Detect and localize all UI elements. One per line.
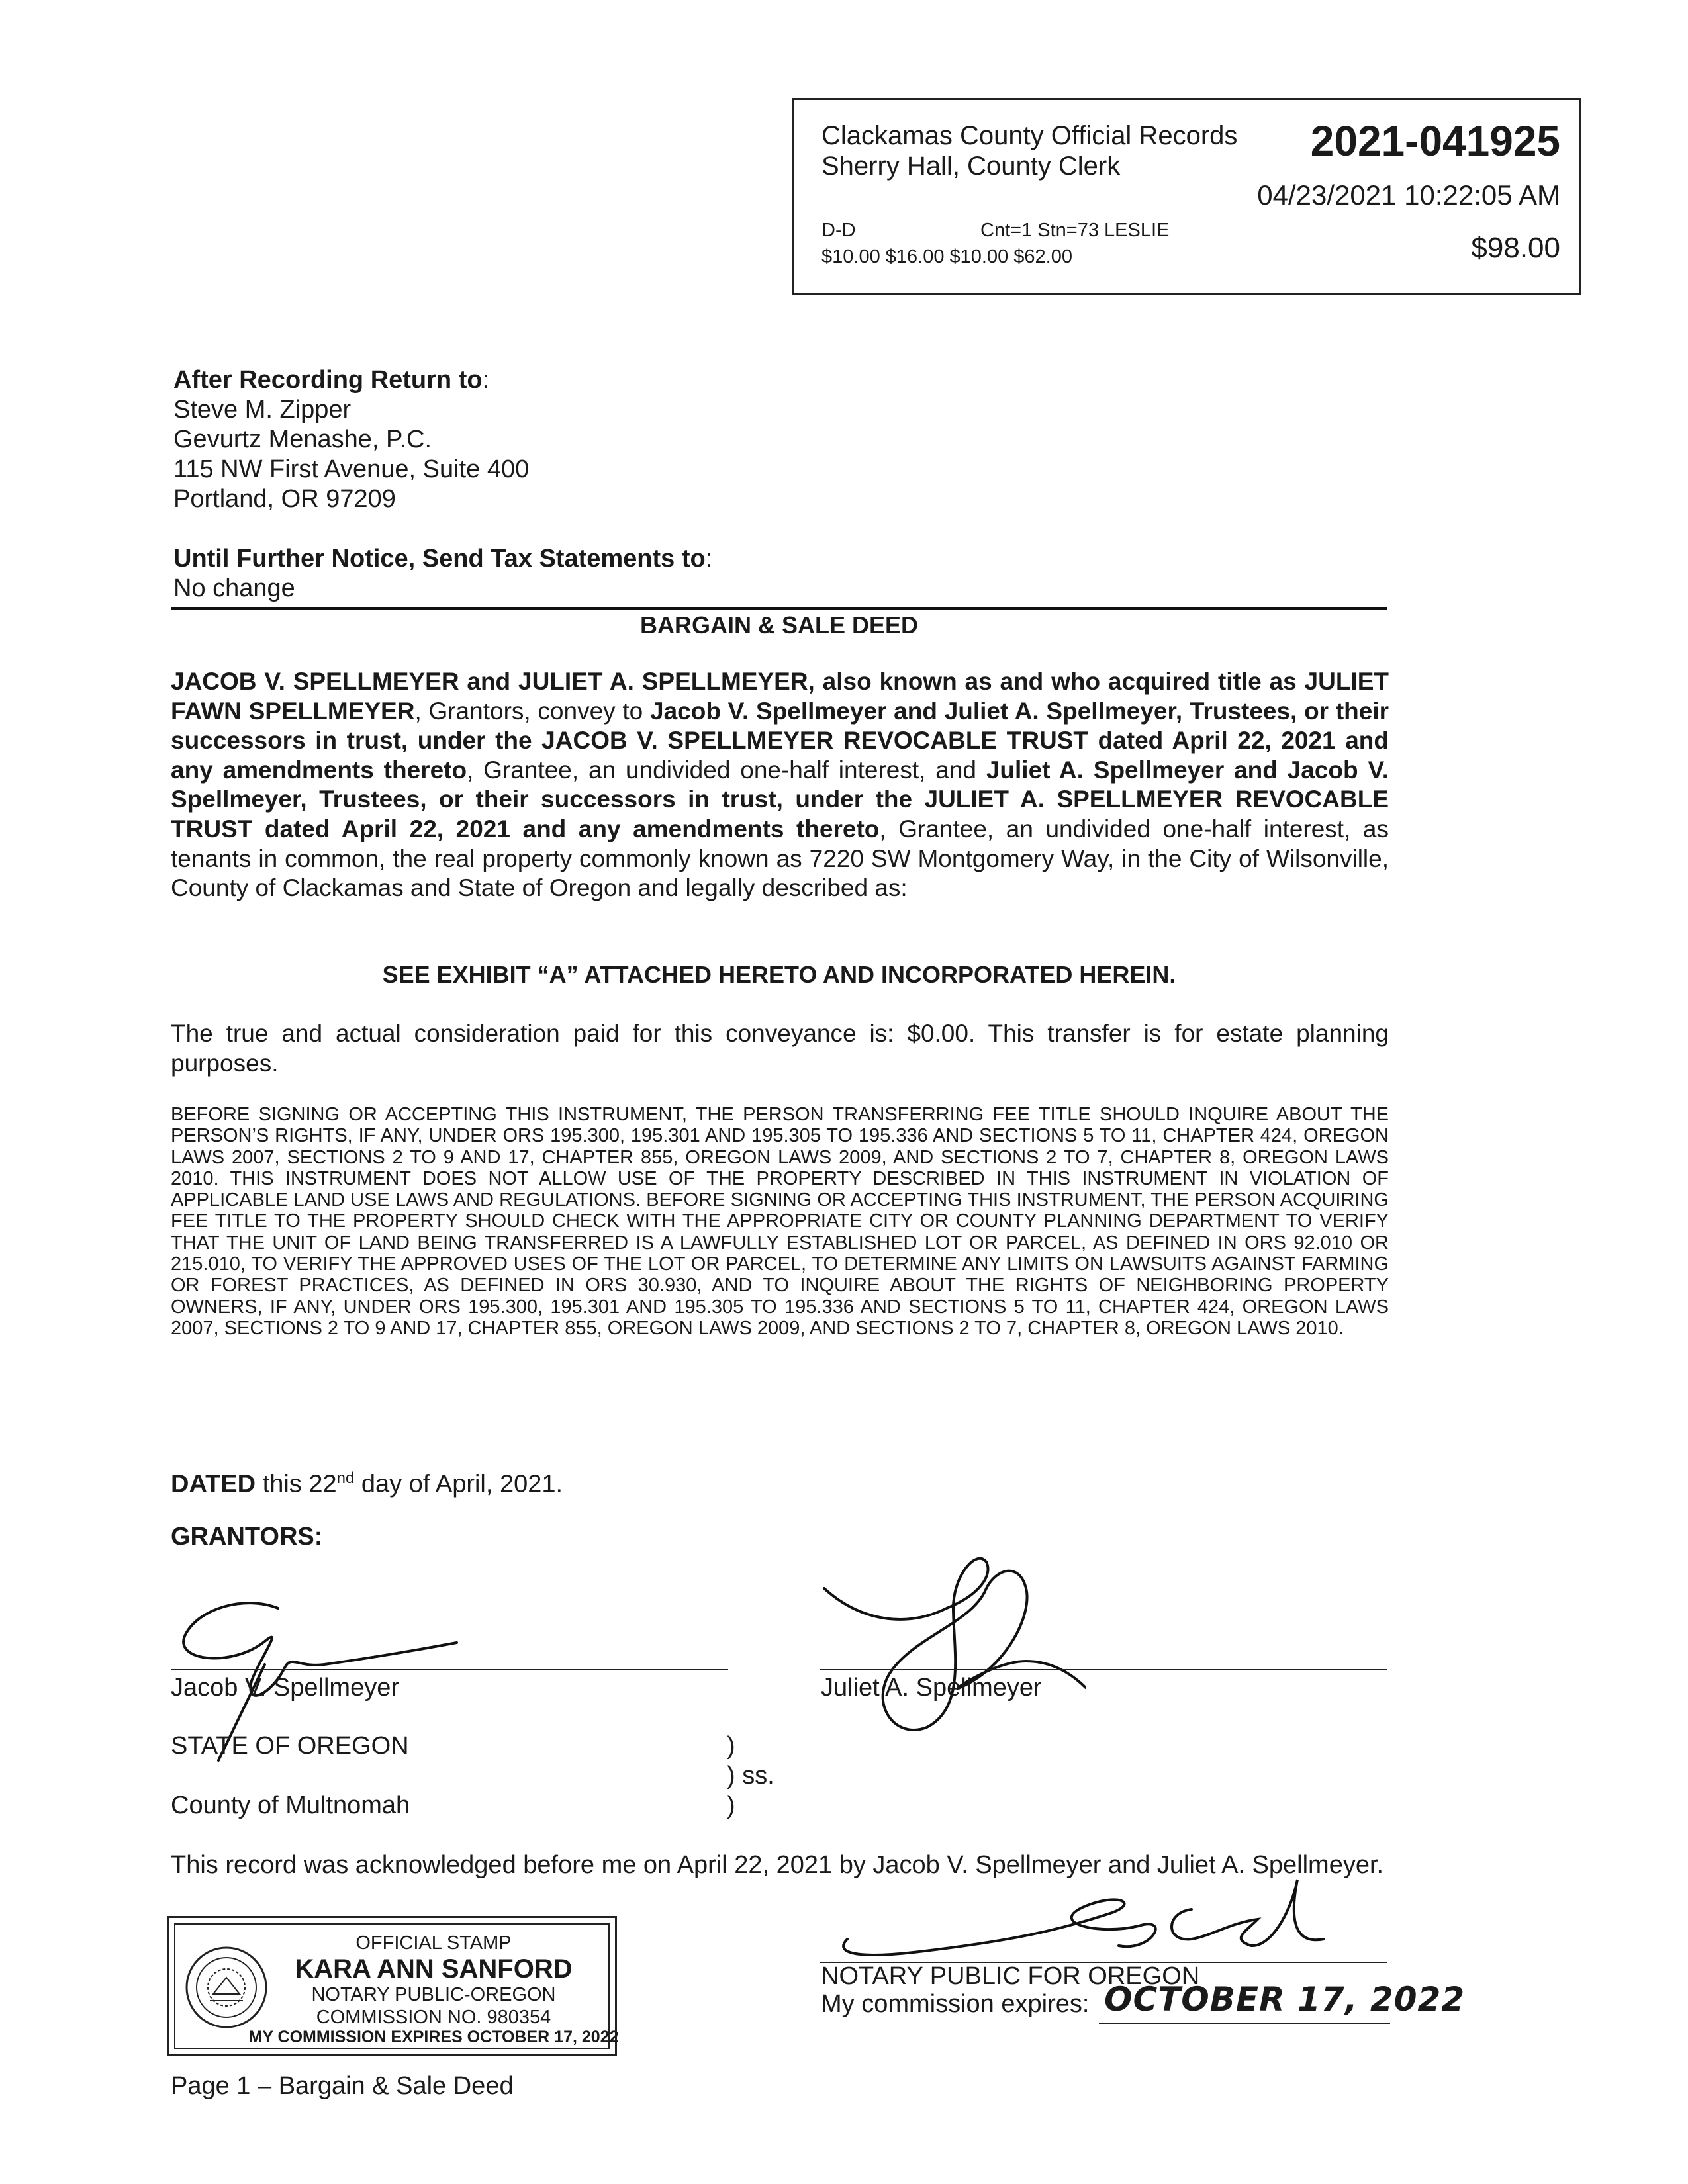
conveyance-segment: Juliet A. Spellmeyer and Jacob V. Spellmeyer, Trustees, or their successors in trust, under the JULIET A. SPELLMEYER REVOCABLE TRUST dated April 22, 2021 and any amendments thereto	[171, 756, 1389, 842]
stamp-expiration: MY COMMISSION EXPIRES OCTOBER 17, 2022	[248, 2028, 619, 2046]
exhibit-reference: SEE EXHIBIT “A” ATTACHED HERETO AND INCORPORATED HEREIN.	[382, 961, 1176, 988]
recording-total: $98.00	[1471, 232, 1560, 264]
notary-expires-label: My commission expires:	[821, 1990, 1090, 2018]
notary-official-stamp	[167, 1916, 617, 2056]
deed-title: BARGAIN & SALE DEED	[639, 612, 919, 639]
grantor1-name: Jacob V. Spellmeyer	[171, 1674, 400, 1702]
conveyance-segment: , Grantors, convey to	[414, 697, 650, 725]
conveyance-segment: JACOB V. SPELLMEYER and JULIET A. SPELLMEYER, also known as and who acquired title as JULIET FAWN SPELLMEYER	[171, 668, 1389, 725]
venue-county: County of Multnomah	[171, 1792, 410, 1819]
notary-title: NOTARY PUBLIC FOR OREGON	[821, 1962, 1200, 1990]
county-clerk: Sherry Hall, County Clerk	[821, 152, 1121, 181]
page-footer: Page 1 – Bargain & Sale Deed	[171, 2072, 514, 2100]
oregon-seal-icon	[183, 1938, 269, 2037]
venue-ss: ) ss.	[727, 1762, 774, 1790]
tax-statements-colon: :	[705, 545, 713, 572]
stamp-notary-title: NOTARY PUBLIC-OREGON	[311, 1984, 556, 2005]
notary-signature	[834, 1873, 1337, 1966]
recording-office: Clackamas County Official Records	[821, 121, 1238, 150]
return-to-line: Portland, OR 97209	[173, 485, 396, 513]
document-number: 2021-041925	[1310, 117, 1560, 165]
conveyance-paragraph	[171, 667, 1389, 903]
grantor2-signature	[821, 1549, 1086, 1747]
return-to-block	[173, 365, 529, 514]
doc-type: D-D	[821, 220, 856, 241]
grantor1-signature-line	[171, 1669, 728, 1670]
conveyance-segment: , Grantee, an undivided one-half interest, as tenants in common, the real property commonly known as 7220 SW Montgomery Way, in the City of Wilsonville, County of Clackamas and State of Oregon and legally described as:	[171, 815, 1389, 902]
stamp-heading: OFFICIAL STAMP	[355, 1933, 512, 1954]
notary-expires-underline	[1099, 2023, 1390, 2024]
recording-box	[792, 98, 1581, 295]
return-to-colon: :	[482, 366, 490, 394]
grantor2-signature-line	[820, 1669, 1387, 1670]
venue-state: STATE OF OREGON	[171, 1732, 409, 1760]
grantor2-name: Juliet A. Spellmeyer	[821, 1674, 1042, 1702]
tax-statements-block	[173, 544, 712, 604]
grantors-label: GRANTORS:	[171, 1523, 323, 1551]
consideration-paragraph: The true and actual consideration paid for this conveyance is: $0.00. This transfer is for estate planning purposes.	[171, 1020, 1389, 1077]
return-to-line: Steve M. Zipper	[173, 396, 352, 424]
recording-datetime: 04/23/2021 10:22:05 AM	[1257, 179, 1560, 210]
statutory-notice: BEFORE SIGNING OR ACCEPTING THIS INSTRUMENT, THE PERSON TRANSFERRING FEE TITLE SHOULD INQUIRE ABOUT THE PERSON’S RIGHTS, IF ANY, UNDER ORS 195.300, 195.301 AND 195.305 TO 195.336 AND SECTIONS 5 TO 11, CHAPTER 424, OREGON LAWS 2007, SECTIONS 2 TO 9 AND 17, CHAPTER 855, OREGON LAWS 2009, AND SECTIONS 2 TO 7, CHAPTER 8, OREGON LAWS 2010. THIS INSTRUMENT DOES NOT ALLOW USE OF THE PROPERTY DESCRIBED IN THIS INSTRUMENT IN VIOLATION OF APPLICABLE LAND USE LAWS AND REGULATIONS. BEFORE SIGNING OR ACCEPTING THIS INSTRUMENT, THE PERSON ACQUIRING FEE TITLE TO THE PROPERTY SHOULD CHECK WITH THE APPROPRIATE CITY OR COUNTY PLANNING DEPARTMENT TO VERIFY THAT THE UNIT OF LAND BEING TRANSFERRED IS A LAWFULLY ESTABLISHED LOT OR PARCEL, AS DEFINED IN ORS 92.010 OR 215.010, TO VERIFY THE APPROVED USES OF THE LOT OR PARCEL, TO DETERMINE ANY LIMITS ON LAWSUITS AGAINST FARMING OR FOREST PRACTICES, AS DEFINED IN ORS 30.930, AND TO INQUIRE ABOUT THE RIGHTS OF NEIGHBORING PROPERTY OWNERS, IF ANY, UNDER ORS 195.300, 195.301 AND 195.305 TO 195.336 AND SECTIONS 5 TO 11, CHAPTER 424, OREGON LAWS 2007, SECTIONS 2 TO 9 AND 17, CHAPTER 855, OREGON LAWS 2009, AND SECTIONS 2 TO 7, CHAPTER 8, OREGON LAWS 2010.	[171, 1104, 1389, 1339]
venue-paren-top: )	[727, 1732, 735, 1760]
return-to-line: Gevurtz Menashe, P.C.	[173, 426, 432, 453]
dated-ordinal: nd	[336, 1469, 355, 1487]
recording-fees: $10.00 $16.00 $10.00 $62.00	[821, 246, 1072, 267]
notary-expires-handwritten: OCTOBER 17, 2022	[1104, 1980, 1466, 2019]
tax-statements-label: Until Further Notice, Send Tax Statements to	[173, 545, 706, 572]
acknowledgment-text: This record was acknowledged before me on April 22, 2021 by Jacob V. Spellmeyer and Juliet A. Spellmeyer.	[171, 1851, 1384, 1879]
dated-text-end: day of April, 2021.	[354, 1470, 563, 1498]
dated-label: DATED	[171, 1470, 256, 1498]
tax-statements-value: No change	[173, 574, 295, 602]
conveyance-segment: , Grantee, an undivided one-half interest, and	[467, 756, 986, 784]
return-to-line: 115 NW First Avenue, Suite 400	[173, 455, 530, 483]
recording-counts: Cnt=1 Stn=73 LESLIE	[980, 220, 1170, 241]
conveyance-segment: Jacob V. Spellmeyer and Juliet A. Spellmeyer, Trustees, or their successors in trust, under the JACOB V. SPELLMEYER REVOCABLE TRUST dated April 22, 2021 and any amendments thereto	[171, 697, 1389, 784]
venue-paren-bottom: )	[727, 1792, 735, 1819]
dated-line	[171, 1463, 563, 1500]
dated-text: this 22	[256, 1470, 337, 1498]
return-to-label: After Recording Return to	[173, 366, 483, 394]
stamp-commission-number: COMMISSION NO. 980354	[316, 2007, 551, 2028]
stamp-notary-name: KARA ANN SANFORD	[295, 1954, 573, 1983]
